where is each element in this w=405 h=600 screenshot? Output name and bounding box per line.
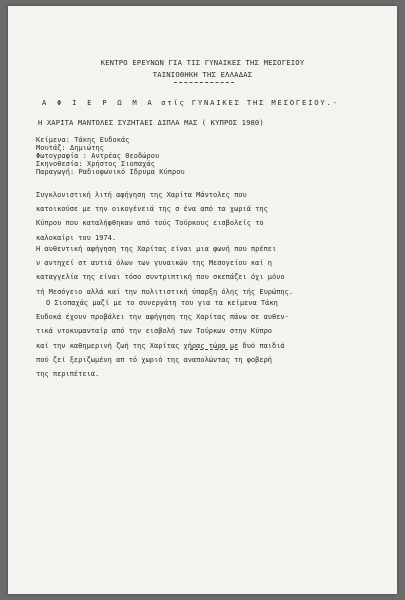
credit-production: Παραγωγή: Ραδιοφωνικό Ιδρυμα Κύπρου: [36, 168, 185, 176]
paragraph-line: Ο Σιοπαχάς μαζί με το συνεργάτη του για τα κείμενα Τάκη: [46, 299, 278, 307]
paragraph-line: καταγγελία της είναι τόσο συντριπτική που σκεπάζει όχι μόνο: [36, 273, 285, 282]
dedication-word: Α Φ Ι Ε Ρ Ω Μ Α: [42, 98, 155, 107]
closing-dashed-rule: [190, 349, 238, 350]
paragraph-line: τή Μεσόγειο αλλά καί την πολιτιστική ύπαρξη όλης τής Ευρώπης.: [36, 287, 294, 296]
paragraph-line: κατοικούσε με την οικογένειά της σ ένα από τα χωριά της: [36, 205, 268, 214]
document-page: [8, 6, 397, 594]
credit-photography: Φωτογραφία : Αντρέας Θεοδώρου: [36, 152, 160, 160]
film-title: Η ΧΑΡΙΤΑ ΜΑΝΤΟΛΕΣ ΣΥΖΗΤΑΕΙ ΔΙΠΛΑ ΜΑΣ ( ΚΥΠΡΟΣ 1980): [38, 118, 264, 127]
header-organization: ΚΕΝΤΡΟ ΕΡΕΥΝΩΝ ΓΙΑ ΤΙΣ ΓΥΝΑΙΚΕΣ ΤΗΣ ΜΕΣΟΓΕΙΟΥ: [100, 58, 305, 67]
dedication-rest: στίς ΓΥΝΑΙΚΕΣ ΤΗΣ ΜΕΣΟΓΕΙΟΥ.-: [161, 98, 339, 107]
credit-editing: Μουτάζ: Δημιώτης: [36, 144, 104, 152]
paragraph-line: Ευδοκά έχουν προβάλει την αφήγηση της Χαρίτας πάνω σε αυθεν-: [36, 313, 289, 322]
header-dashed-rule: [174, 82, 234, 83]
credit-texts: Κείμενα: Τάκης Ευδοκάς: [36, 136, 130, 144]
paragraph-line: καί την καθημερινή ζωή της Χαρίτας χήρας τώρα με δυό παιδιά: [36, 341, 285, 350]
paragraph-line: τικά ντοκυμανταίρ από την εισβολή των Τούρκων στην Κύπρο: [36, 327, 273, 336]
header-film-archive: ΤΑΙΝΙΟΘΗΚΗ ΤΗΣ ΕΛΛΑΔΑΣ: [152, 70, 253, 79]
paragraph-line: Η αυθεντική αφήγηση της Χαρίτας είναι μια φωνή που πρέπει: [36, 245, 277, 253]
paragraph-line: καλοκαίρι του 1974.: [36, 233, 117, 242]
credit-direction: Σκηνοθεσία: Χρήστος Σιοπαχάς: [36, 160, 155, 168]
paragraph-line: πού ζεί ξεριζωμένη απ τό χωριό της αναπολώντας τη φοβερή: [36, 355, 273, 364]
paragraph-summary: [36, 188, 381, 245]
paragraph-line: Συγκλονιστική λιτή αφήγηση της Χαρίτα Μάντολες που: [36, 191, 247, 199]
paragraph-line: της περιπέτεια.: [36, 370, 100, 379]
paragraph-line: Κύπρου που καταλήφθηκαν από τούς Τούρκους εισβολείς το: [36, 219, 264, 228]
paragraph-direction: [36, 296, 381, 381]
paragraph-testimony: [36, 242, 381, 299]
dedication-line: [42, 98, 339, 107]
paragraph-line: ν αντηχεί στ αυτιά όλων των γυναικών της Μεσογείου καί η: [36, 259, 273, 268]
